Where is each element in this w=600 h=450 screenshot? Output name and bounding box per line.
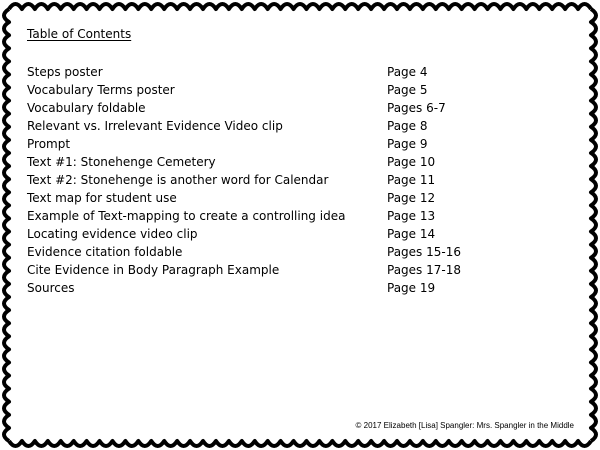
toc-entry-title: Sources (27, 281, 75, 295)
toc-entry (27, 207, 547, 225)
scallop-edge (591, 9, 596, 441)
toc-entry-title: Text #2: Stonehenge is another word for Calendar (27, 173, 329, 187)
toc-entry-page: Pages 15-16 (387, 245, 461, 259)
toc-entry-title: Prompt (27, 137, 71, 151)
toc-entry (27, 81, 547, 99)
toc-entry-page: Page 12 (387, 191, 436, 205)
toc-entry (27, 63, 547, 81)
toc-entry-page: Page 10 (387, 155, 436, 169)
toc-entry-title: Example of Text-mapping to create a controlling idea (27, 209, 346, 223)
toc-entry-title: Evidence citation foldable (27, 245, 183, 259)
toc-entry-page: Page 11 (387, 173, 436, 187)
toc-entry (27, 117, 547, 135)
toc-entry (27, 99, 547, 117)
page-title: Table of Contents (27, 27, 132, 41)
toc-entry-title: Vocabulary Terms poster (27, 83, 175, 97)
toc-entry-page: Page 9 (387, 137, 428, 151)
toc-entry-title: Cite Evidence in Body Paragraph Example (27, 263, 280, 277)
toc-entry-page: Pages 6-7 (387, 101, 446, 115)
toc-entry-title: Vocabulary foldable (27, 101, 146, 115)
scallop-edge (9, 4, 591, 9)
scallop-edge (9, 441, 591, 446)
toc-entry (27, 135, 547, 153)
toc-list (27, 63, 547, 297)
toc-entry (27, 261, 547, 279)
toc-entry-page: Pages 17-18 (387, 263, 461, 277)
toc-entry (27, 189, 547, 207)
toc-entry-title: Locating evidence video clip (27, 227, 198, 241)
toc-entry (27, 171, 547, 189)
toc-entry-title: Text #1: Stonehenge Cemetery (27, 155, 216, 169)
toc-entry-page: Page 4 (387, 65, 428, 79)
scallop-edge (4, 9, 9, 441)
toc-entry-page: Page 5 (387, 83, 428, 97)
toc-entry (27, 225, 547, 243)
toc-entry-title: Text map for student use (27, 191, 177, 205)
toc-entry (27, 153, 547, 171)
copyright-notice: © 2017 Elizabeth [Lisa] Spangler: Mrs. Spangler in the Middle (355, 421, 574, 430)
toc-entry (27, 279, 547, 297)
toc-entry-page: Page 13 (387, 209, 436, 223)
toc-entry-page: Page 14 (387, 227, 436, 241)
toc-entry-page: Page 8 (387, 119, 428, 133)
toc-entry-title: Relevant vs. Irrelevant Evidence Video clip (27, 119, 283, 133)
toc-entry-title: Steps poster (27, 65, 103, 79)
toc-entry (27, 243, 547, 261)
toc-entry-page: Page 19 (387, 281, 436, 295)
